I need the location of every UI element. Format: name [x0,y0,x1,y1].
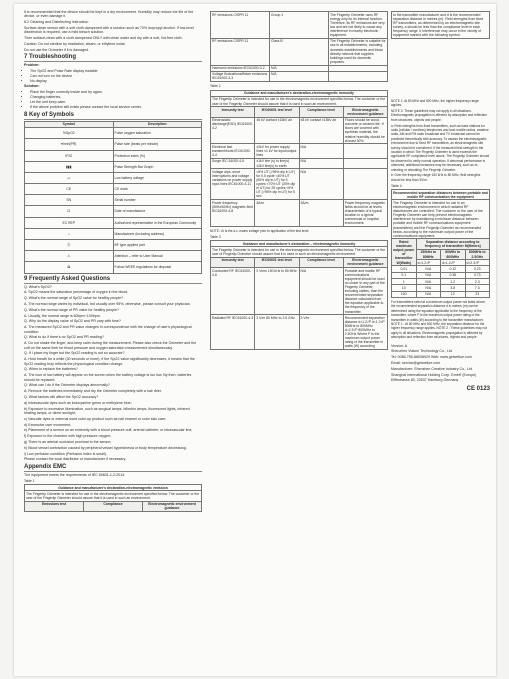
table4-band-2: 80MHz to 800MHz [441,249,466,259]
note-paragraph: a: Field strengths from fixed transmitters, such as base stations for radio (cellular / cordless) telephones and land mobile radios, amateur radio, AM and FM radio broadcast and TV broadcast cannot be predicted theoretically with accuracy. To assess the electromagnetic environment due to fixed RF transmitters, an electromagnetic site survey should be considered. If the measured field strength in the location in which The Fingertip Oximeter is used exceeds the applicable RF compliance level above, The Fingertip Oximeter should be observed to verify normal operation. If abnormal performance is observed, additional measures may be necessary, such as re-orienting or relocating The Fingertip Oximeter. [391,123,490,172]
table2-col-level: IEC60601 test level [255,107,299,117]
immunity-cell: Power frequency (50Hz/60Hz) magnetic field IEC61000-4-8 [211,200,255,227]
immunity-cell: 3A/m [299,200,343,227]
symbol-description: Date of manufacture [113,206,202,217]
table3-col-test: Immunity test [211,257,255,267]
problem-item: • The SpO2 and Pulse Rate display instable [30,69,202,73]
immunity-cell: N/A [299,144,343,158]
solution-item: • Place the finger correctly inside and try again. [30,90,202,94]
immunity-cell: ±1kV line (s) to line(s) ±2kV line(s) to earth [255,158,299,168]
emission-cell [329,71,388,81]
separation-cell: 1.2 [441,279,466,285]
side-note-box [391,11,490,39]
faq-line: g) There is an arterial occlusion proximal to the sensor; [24,439,112,444]
faq-line: i) Low perfusion condition (Perfusion index is small). [24,451,107,456]
faq-line: c) Vascular dyes or external used color-up product such as nail enamel or color skin care; [24,416,167,421]
table3-col-guidance: Electromagnetic environment guidance [343,257,387,267]
immunity-cell: ±8 kV contact ±15kV air [299,117,343,144]
symbols-col-symbol: Symbol [25,121,114,127]
table1 [24,484,202,512]
rf-immunity-row [211,268,388,315]
separation-cell: 100 [392,291,417,297]
symbol-description: CE mark [113,184,202,195]
contact-line: Shanghai International Holding Corp. GmbH (Europe) [391,372,477,377]
separation-cell: N/A [416,266,441,272]
faq-line: d) Excessive user movement; [24,422,72,427]
faq-line: A. The normal range varies by individual, but usually over 95%, otherwise, please consult your physician. [24,301,191,306]
problem-label: Problem: [24,63,40,68]
separation-cell: 0.38 [441,272,466,278]
table3-notes [391,99,490,182]
note-paragraph: b: Over the frequency range 150 kHz to 80 MHz, field strengths should be less than 3V/m. [391,173,481,182]
faq-line: Q. What can I do if the Oximeter displays abnormally? [24,383,110,388]
table3-col-compliance: Compliance level [299,257,343,267]
emission-cell: Voltage fluctuations/flicker emissions IEC61000-3-3 [211,71,270,81]
immunity-cell: <5% UT (>95% dip in UT) for 0.5 cycle <40% UT (60% dip in UT) for 5 cycles <70% UT (30% dip in UT) for 25 cycles <5% UT (>95% dip in UT) for 5 sec [255,169,299,200]
immunity-cell: Electrical fast transient/burst IEC61000-4-4 [211,144,255,158]
table4-col-power: Rated maximum output power of transmitter W(Watts) [393,240,415,265]
intro-paragraph: Then surface-clean with a cloth dampened ONLY with clean water and dry with a soft, lint-free cloth. [24,36,183,41]
emission-cell: The Fingertip Oximeter uses RF energy only for its internal function. Therefore, its RF emissions are very low and are not likely to cause any interference in nearby electronic equipment. [329,12,388,39]
table4-band-3: 800MHz to 2.5GHz [465,249,490,259]
table2-col-compliance: Compliance level [299,107,343,117]
table2-label: Table 2 [210,84,221,89]
immunity-cell: N/A [299,169,343,200]
immunity-cell: N/A [299,158,343,168]
contact-line: Tel: 0086-755-86638929 Web: www.getwellue.com [391,355,472,360]
symbol-row [25,217,202,228]
table4-notes: For transmitters rated at a maximum output power not listed above, the recommended separation distance d in meters (m) can be determined using the equation applicable to the frequency of the transmitter, where P is the maximum output power rating of the transmitter in watts (W) according to the transmitter manufacturer. NOTE 1 : At 80 MHz and 800 MHz, the separation distance for the higher frequency range applies. NOTE 2 : These guidelines may not apply in all situations. Electromagnetic propagation is affected by absorption and reflection from structures, objects and people. [391,299,487,340]
table4-col-separation: Separation distance according to frequency of transmitter M(Meters) [416,239,490,249]
separation-cell: N/A [416,291,441,297]
table4-body: The Fingertip Oximeter is intended for use in an electromagnetic environment in which radiated RF disturbances are controlled. The customer or the user of the Fingertip Oximeter can help prevent electromagnetic interference by maintaining a minimum distance between portable and mobile RF communications equipment (transmitters) and the Fingertip Oximeter as recommended below, according to the maximum output power of the communications equipment. [392,200,490,239]
symbol-glyph-icon: %SpO2 [25,128,114,139]
table2-col-guidance: Electromagnetic environment guidance [343,107,387,117]
table4-formula-2: d=1.2√P [441,260,466,266]
table4-band-1: 150kHz to 80MHz [416,249,441,259]
right-column [210,10,490,391]
ce-mark-icon: CE 0123 [466,385,490,392]
faq-line: Please contact the local distributor or manufacturer if necessary. [24,457,127,462]
immunity-cell: ±2kV for power supply lines ±1 kV for input/output lines [255,144,299,158]
faq-line: Q. If I place my finger but the SpO2 reading is not so accurate? [24,351,125,356]
immunity-cell [343,144,387,158]
faq-line: Q. What's SpO2? [24,284,52,289]
immunity-cell: Floors should be wood, concrete or ceramic tile. If floors are covered with synthetic material, the relative humidity should be at least 30%. [343,117,387,144]
contact-line: Shenzhen Viatom Technology Co., Ltd [391,349,453,354]
symbol-row [25,150,202,161]
table1-col-compliance: Compliance [84,501,143,511]
symbol-description: Pulse rate (beats per minute) [113,139,202,150]
intro-paragraph: 8.2 Cleaning and Disinfecting Instruction [24,20,89,25]
symbol-row [25,206,202,217]
faq-line: f) Exposure to the chamber with high pressure oxygen; [24,434,112,439]
symbol-description: BF type applied part [113,240,202,251]
rf-immunity-cell: 3 V/m [299,315,343,350]
immunity-row [211,158,388,168]
immunity-cell [343,169,387,200]
troubleshooting-heading: 7 Troubleshooting [24,54,202,62]
separation-cell: N/A [416,272,441,278]
symbol-row [25,195,202,206]
side-note-text: to the transmitter manufacturer and d is the recommended separation distance in metres (m). Field strengths from fixed RF transmitters, as determined by an electromagnetic site survey, a should be less than the compliance level in each frequency range. b Interference may occur in the vicinity of equipment marked with the following symbol. [392,12,490,39]
problem-item: • No display [30,79,202,83]
symbol-row [25,161,202,172]
rf-immunity-cell: Recommended separation distance d=1.2√P d=1.2√P 80MHz to 800MHz d=2.3√P 800MHz to 2.5GHz Where P is the maximum output power rating of the transmitter in watts (W) according [343,315,387,350]
contact-line: Manufacturer: Shenzhen Creative Industry Co., Ltd [391,366,473,371]
symbol-description: Authorized representative in the European Community [113,217,202,228]
table2-col-test: Immunity test [211,107,255,117]
storage-cleaning-section [24,10,202,52]
symbol-row [25,240,202,251]
rf-immunity-cell: 3 V/m 80 MHz to 2.5 GHz [255,315,299,350]
separation-cell: 0.23 [465,266,490,272]
table1-col-test: Emissions test [25,501,84,511]
separation-cell: 7.3 [465,285,490,291]
emission-row [211,12,388,39]
symbol-glyph-icon: SN [25,195,114,206]
symbol-glyph-icon: EC REP [25,217,114,228]
table1-col-guidance: Electromagnetic environment guidance [143,501,202,511]
symbol-description: Pulse oxygen saturation [113,128,202,139]
symbol-row [25,262,202,273]
faq-line: h) Blood vessel contraction caused by peripheral vessel hyperkinesia or body temperature decreasing. [24,445,187,450]
emission-cell: RF emissions CISPR 11 [211,38,270,65]
faq-line: b) Exposure to excessive illumination, such as surgical lamps, bilirubin lamps, fluorescent lights, infrared heating lamps, or direct sunlight; [24,406,190,415]
table4-label: Table 4 [391,183,402,188]
immunity-row [211,200,388,227]
version-label: Version: A [391,343,408,348]
immunity-cell: Electrostatic discharge(ESD) IEC61000-4-2 [211,117,255,144]
immunity-cell: Power frequency magnetic fields should be at levels characteristic of a typical location in a typical commercial or hospital environment. [343,200,387,227]
left-column [24,10,202,514]
problem-item: • Can not turn on the device [30,74,202,78]
emission-row [211,38,388,65]
rf-immunity-cell: Radiated RF IEC61000-4-3 [211,315,255,350]
separation-cell: 1 [392,279,417,285]
faq-line: A. Remove the batteries immediately and dry the Oximeter completely with a hair drier. [24,389,162,394]
symbols-table [24,121,202,274]
emission-cell: Harmonic emissions IEC61000-3-2 [211,65,270,71]
table1-title: Guidance and manufacturer's declaration-electromagnetic emission [25,484,202,490]
symbol-description: Manufacturer (including address) [113,228,202,239]
table3-body: The Fingertip Oximeter is intended for use in the electromagnetic environment specified below. The customer or the user of Fingertip Oximeter should assure that it is used in such an electromagnetic environment. [211,247,388,257]
separation-cell: 12 [441,291,466,297]
symbol-glyph-icon: ⓑ [25,240,114,251]
separation-cell: 0.01 [392,266,417,272]
note-paragraph: NOTE 1: At 80 MHz and 800 MHz, the higher frequency range applies. [391,98,479,108]
immunity-cell: ±8 kV contact ±15kV air [255,117,299,144]
faq-line: Q. What's the normal range of SpO2 value for healthy people? [24,296,124,301]
table2-body: The Fingertip Oximeter is intended for use in the electromagnetic environment specified below. The customer or the user of the Fingertip Oximeter should assure that it is used in such an environment. [211,96,388,106]
symbol-description: Pulse Strength Bar Graph [113,161,202,172]
symbol-glyph-icon: ⚠ [25,251,114,262]
symbol-glyph-icon: IP22 [25,150,114,161]
faq-line: A. Usually, the normal range is 60bpm~100bpm. [24,313,101,318]
symbol-row [25,184,202,195]
symbol-row [25,139,202,150]
symbols-col-description: Description [113,121,202,127]
faq-line: Q. Why do the display value of SpO2 and PR vary with time? [24,319,121,324]
contact-lines [391,349,490,382]
separation-cell: 0.12 [441,266,466,272]
manual-sheet [14,4,496,676]
table1-body: The Fingertip Oximeter is intended for use in the electromagnetic environment specified below. The customer or the user of the Fingertip Oximeter should assure that it is used in such an environment. [25,491,202,501]
symbol-row [25,251,202,262]
rf-immunity-cell: Portable and mobile RF communications equipment should be used no closer to any part of the Fingertip Oximeter, including cables, than the recommended separation distance calculated from the equation applicable to the frequency of the transmitter. [343,268,387,315]
table2-title: Guidance and manufacturer's declaration-electromagnetic immunity [211,90,388,96]
table4-formula-3: d=2.3√P [465,260,490,266]
table2-note: NOTE: Ur is the a.c. mains voltage prior to application of the test level. [210,228,310,233]
separation-cell: 10 [392,285,417,291]
separation-cell: 2.3 [465,279,490,285]
table1-label: Table 1 [24,478,35,483]
symbol-row [25,128,202,139]
emission-cell: Class B [270,38,329,65]
solution-item: • Changing batteries. [30,95,202,99]
emission-table-continued [210,11,388,82]
table4 [391,189,490,298]
intro-paragraph: Caution: Do not sterilize by irradiation, steam, or ethylene oxide. [24,42,126,46]
immunity-row [211,169,388,200]
emission-cell: Group 1 [270,12,329,39]
separation-cell: N/A [416,279,441,285]
symbol-row [25,228,202,239]
emc-note: The equipment meets the requirements of IEC 60601-1-2:2014. [24,472,126,477]
rf-immunity-row [211,315,388,350]
emission-row [211,71,388,81]
manufacturer-footer [391,344,490,392]
intro-paragraph: Do not use the Oximeter if it is damaged. [24,47,90,52]
faq-line: Q. What factors will affect the SpO2 accuracy? [24,394,99,399]
faq-line: A. The icon of low battery will appear on the screen when the battery voltage is too low. By then, batteries should be replaced. [24,373,192,382]
table4-title: Recommended separation distances between portable and mobile RF communication the equipment [393,190,488,199]
intro-paragraph: Surface-clean sensor with a soft cloth dampened with a solution such as 70% isopropyl alcohol. If low-level disinfection is required, use a mild bleach solution. [24,26,194,35]
faq-line: A. The measured SpO2 and PR value changes in correspondence with the change of user's physiological condition. [24,325,192,334]
emission-cell: RF emissions CISPR 11 [211,12,270,39]
symbol-glyph-icon: ♥/min(PR) [25,139,114,150]
solution-list [24,90,202,110]
contact-line: Email: service@getwellue.com [391,360,440,365]
table3 [210,240,388,350]
emission-cell: N/A [270,65,329,71]
symbol-glyph-icon: ▭ [25,172,114,183]
emission-cell: N/A [270,71,329,81]
table3-col-level: IEC60601 test level [255,257,299,267]
faq-line: e) Placement of a sensor on an extremity with a blood pressure cuff, arterial catheter, or intravascular line; [24,428,193,433]
faq-line: A. SpO2 means the saturation percentage of oxygen in the blood. [24,290,129,295]
faq-heading: 9 Frequently Asked Questions [24,276,202,284]
solution-item: • If the above problem still exists please contact the local service center. [30,105,202,109]
immunity-cell: 3A/m [255,200,299,227]
faq-list [24,285,202,462]
symbol-description: Low battery voltage [113,172,202,183]
faq-line: Q. What's the normal range of PR value for healthy people? [24,307,119,312]
symbol-description: Protection index (%) [113,150,202,161]
intro-paragraph: It is recommended that the device should be kept in a dry environment. Humidity may reduce the life of the device, or even damage it. [24,10,194,19]
separation-row [392,291,490,297]
table4-formula-1: d=1.2√P [416,260,441,266]
faq-line: A. Hold breath for a while (30 seconds or more), if the SpO2 value significantly decreases, it means that the SpO2 reading truly reflects the physiological condition change. [24,357,195,366]
separation-cell: 0.1 [392,272,417,278]
symbol-glyph-icon: ⊡ [25,206,114,217]
immunity-cell [343,158,387,168]
rf-immunity-cell: 3 Vrms 150 kHz to 80 MHz [255,268,299,315]
faq-line: A. Do not shake the finger, and keep calm during the measurement. Please also check the Oximeter and the cuff on the same limb for blood pressure and oxygen saturation measurement simultaneously. [24,341,197,350]
separation-cell: 3.8 [441,285,466,291]
symbol-glyph-icon: ⌂ [25,228,114,239]
symbol-description: Serial number [113,195,202,206]
solution-item: • Let the unit keep calm. [30,100,202,104]
immunity-cell: Voltage dips, short interruptions and voltage variations on power supply input lines IEC61000-4-11 [211,169,255,200]
rf-immunity-cell: Conducted RF IEC61000-4-6 [211,268,255,315]
immunity-row [211,117,388,144]
table3-title: Guidance and manufacturer's declaration – electromagnetic immunity [211,240,388,246]
symbol-glyph-icon: ▮▮▮ [25,161,114,172]
immunity-row [211,144,388,158]
symbol-glyph-icon: ⊠ [25,262,114,273]
note-paragraph: NOTE 2: These guidelines may not apply in all situations. Electromagnetic propagation is affected by absorption and reflection from structures, objects and people. [391,108,487,122]
table2 [210,90,388,227]
emc-heading: Appendix EMC [24,464,202,472]
separation-cell: 23 [465,291,490,297]
symbol-glyph-icon: CE [25,184,114,195]
contact-line: Eiffestrasse 80, 20537 Hamburg Germany [391,378,459,383]
problem-list [24,69,202,84]
symbol-description: Attention – refer to User Manual [113,251,202,262]
rf-immunity-cell: N/A [299,268,343,315]
faq-line: Q. What to do if there's no SpO2 and PR reading? [24,335,104,340]
emission-cell: The Fingertip Oximeter is suitable for use in all establishments, including domestic establishments and those directly network that supplies buildings used for domestic purposes. [330,39,386,64]
separation-cell: N/A [416,285,441,291]
symbol-row [25,172,202,183]
table3-label: Table 3 [210,234,221,239]
faq-line: a) Intravascular dyes such as indocyanine green or methylene blue; [24,400,132,405]
solution-label: Solution: [24,84,40,89]
immunity-cell: Surge IEC 61000-4-5 [211,158,255,168]
separation-cell: 0.73 [465,272,490,278]
symbol-description: Follow WEEE regulations for disposal [113,262,202,273]
symbols-heading: 8 Key of Symbols [24,112,202,120]
faq-line: Q. When to replace the batteries? [24,367,78,372]
